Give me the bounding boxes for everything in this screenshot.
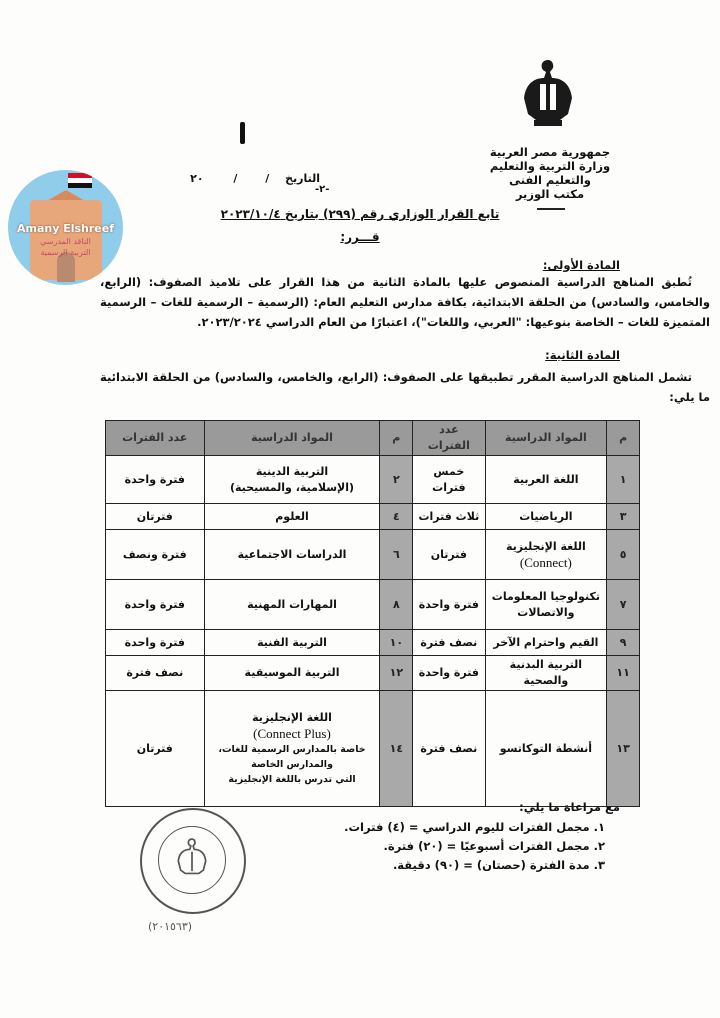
curriculum-table [105, 420, 640, 807]
notes-heading: مع مراعاة ما يلي: [519, 800, 620, 814]
row-number: ١٣ [607, 691, 640, 807]
article-2-heading: المادة الثانية: [545, 348, 620, 362]
periods-cell: فترة ونصف [106, 530, 205, 580]
note-item: ٣. مدة الفترة (حصتان) = (٩٠) دقيقة. [392, 858, 605, 872]
subject-note: خاصة بالمدارس الرسمية للغات، [218, 744, 366, 755]
subject-cell: المهارات المهنية [204, 580, 380, 630]
article-2-body: تشمل المناهج الدراسية المقرر تطبيقها على الصفوف: (الرابع، والخامس، والسادس) من الحلقة الابتدائية ما يلي: [100, 370, 710, 404]
subject-cell: العلوم [204, 504, 380, 530]
article-1-body: تُطبق المناهج الدراسية المنصوص عليها بالمادة الثانية من هذا القرار على تلاميذ الصفوف: (الرابع، والخامس، والسادس) من الحلقة الابتدائية، بكافة مدارس التعليم العام: (الرسمية – الرسمية للغات – الرسمية المتميزة للغات – الخاصة بنوعيها: "العربي، واللغات")، اعتبارًا من العام الدراسي ٢٠٢٣/٢٠٢٤. [100, 275, 710, 329]
subject-note: والمدارس الخاصة [251, 759, 333, 770]
periods-cell: فترة واحدة [413, 656, 485, 691]
subject-cell [204, 691, 380, 807]
subject-cell: التربية البدنية والصحية [485, 656, 607, 691]
subject-cell: الرياضيات [485, 504, 607, 530]
periods-cell: فترة واحدة [106, 456, 205, 504]
logo-subtitle-line: التربية الرسمية [40, 248, 91, 257]
subject-cell [204, 456, 380, 504]
periods-cell: فترتان [106, 691, 205, 807]
row-number: ٧ [607, 580, 640, 630]
row-number: ٤ [380, 504, 413, 530]
table-row [106, 504, 640, 530]
row-number: ٥ [607, 530, 640, 580]
subject-cell: التربية الموسيقية [204, 656, 380, 691]
col-header-subject: المواد الدراسية [204, 421, 380, 456]
row-number: ١ [607, 456, 640, 504]
table-row [106, 580, 640, 630]
header-divider [537, 208, 565, 210]
table-row [106, 691, 640, 807]
watermark-logo [8, 170, 123, 285]
decided-heading: قـــرر: [340, 230, 380, 244]
subject-detail: (Connect Plus) [253, 726, 331, 741]
table-row [106, 656, 640, 691]
date-separator: / [233, 172, 238, 185]
logo-subtitle [8, 236, 123, 258]
subject-cell: التربية الفنية [204, 630, 380, 656]
periods-cell: فترتان [413, 530, 485, 580]
periods-cell: فترة واحدة [106, 580, 205, 630]
subject-name: التربية الدينية [255, 464, 329, 478]
subject-detail: (Connect) [519, 554, 572, 570]
col-header-number: م [380, 421, 413, 456]
stamp-eagle-icon [176, 836, 208, 880]
subject-cell: اللغة العربية [485, 456, 607, 504]
subject-name: تكنولوجيا المعلومات [491, 589, 600, 603]
periods-cell: نصف فترة [106, 656, 205, 691]
periods-cell: نصف فترة [413, 691, 485, 807]
stamp-code: (٢٠١٥٦٣) [148, 920, 193, 933]
page-number: -٢- [315, 184, 330, 195]
official-stamp [140, 808, 246, 914]
subject-note: التي تدرس باللغة الإنجليزية [228, 774, 356, 785]
table-header-row [106, 421, 640, 456]
subject-name: اللغة الإنجليزية [252, 711, 332, 724]
subject-cell [485, 580, 607, 630]
row-number: ١١ [607, 656, 640, 691]
col-header-periods: عدد الفترات [106, 421, 205, 456]
notes-list [344, 818, 605, 875]
country-name: جمهورية مصر العربية [489, 145, 611, 159]
office-name: مكتب الوزير [515, 187, 585, 201]
ministry-name: وزارة التربية والتعليم والتعليم الفنى [489, 159, 611, 187]
table-row [106, 456, 640, 504]
logo-brand: Amany Elshreef [16, 222, 115, 235]
col-header-subject: المواد الدراسية [485, 421, 607, 456]
row-number: ٣ [607, 504, 640, 530]
row-number: ١٤ [380, 691, 413, 807]
periods-cell: نصف فترة [413, 630, 485, 656]
ministry-header [470, 145, 630, 201]
row-number: ٩ [607, 630, 640, 656]
row-number: ٦ [380, 530, 413, 580]
periods-cell: ثلاث فترات [413, 504, 485, 530]
table-row [106, 530, 640, 580]
article-1-heading: المادة الأولى: [542, 258, 620, 272]
date-line [120, 172, 320, 185]
row-number: ٢ [380, 456, 413, 504]
row-number: ١٠ [380, 630, 413, 656]
table-row [106, 630, 640, 656]
periods-cell: خمس فترات [413, 456, 485, 504]
egypt-eagle-emblem-icon [520, 58, 576, 128]
subject-cell: الدراسات الاجتماعية [204, 530, 380, 580]
date-separator: / [265, 172, 270, 185]
col-header-number: م [607, 421, 640, 456]
note-item: ٢. مجمل الفترات أسبوعيًا = (٢٠) فترة. [383, 839, 605, 853]
date-year: ٢٠ [190, 172, 204, 185]
subject-cell: القيم واحترام الآخر [485, 630, 607, 656]
logo-subtitle-line: الناقد المدرسي [40, 237, 91, 246]
ink-mark [240, 122, 245, 144]
subject-cell: أنشطة التوكاتسو [485, 691, 607, 807]
periods-cell: فترة واحدة [106, 630, 205, 656]
subject-detail: (الإسلامية، والمسيحية) [229, 480, 355, 494]
subject-cell [485, 530, 607, 580]
col-header-periods: عدد الفترات [413, 421, 485, 456]
row-number: ٨ [380, 580, 413, 630]
subject-name: اللغة الإنجليزية [506, 539, 586, 553]
date-label: التاريخ [285, 172, 320, 185]
subject-detail: والاتصالات [517, 605, 575, 619]
periods-cell: فترة واحدة [413, 580, 485, 630]
decree-title: تابع القرار الوزاري رقم (٢٩٩) بتاريخ ٢٠٢٣/١٠/٤ [220, 207, 500, 221]
row-number: ١٢ [380, 656, 413, 691]
periods-cell: فترتان [106, 504, 205, 530]
egypt-flag-icon [68, 173, 92, 188]
note-item: ١. مجمل الفترات لليوم الدراسي = (٤) فترات. [344, 820, 605, 834]
